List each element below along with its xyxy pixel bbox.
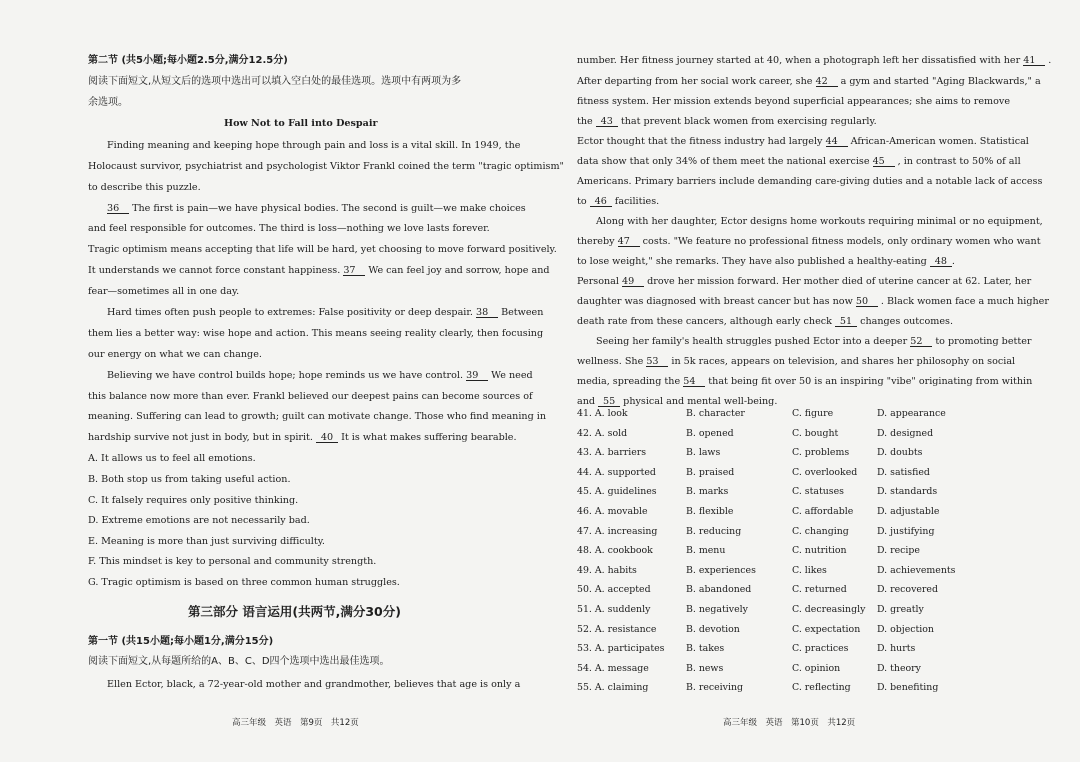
page-footer: 高三年级 英语 第9页 共12页: [232, 718, 359, 728]
question-number: 51.: [577, 604, 592, 615]
part3-title: 第三部分 语言运用(共两节,满分30分): [188, 604, 401, 619]
choice-option[interactable]: B. character: [686, 408, 745, 419]
choice-option[interactable]: C. figure: [792, 408, 834, 419]
paragraph-line: thereby 47 costs. "We feature no professional fitness models, only ordinary women who want: [577, 236, 1041, 247]
choice-option[interactable]: 51. A. suddenly: [577, 604, 651, 615]
blank-50[interactable]: 50: [856, 297, 878, 307]
choice-option[interactable]: B. marks: [686, 486, 729, 498]
paragraph-line: fitness system. Her mission extends beyond superficial appearances; she aims to remove: [577, 96, 1010, 107]
blank-53[interactable]: 53: [646, 357, 668, 367]
choice-option[interactable]: C. nutrition: [792, 545, 847, 557]
question-number: 44.: [577, 466, 592, 478]
choice-option[interactable]: 52. A. resistance: [577, 623, 657, 635]
paragraph-line: daughter was diagnosed with breast cancer but has now 50 . Black women face a much higher: [577, 296, 1049, 307]
choice-option[interactable]: 50. A. accepted: [577, 584, 651, 596]
paragraph-line: number. Her fitness journey started at 40, when a photograph left her dissatisfied with her 41 .: [577, 55, 1052, 66]
paragraph-line: Finding meaning and keeping hope through pain and loss is a vital skill. In 1949, the: [107, 140, 521, 151]
paragraph-line: After departing from her social work career, she 42 a gym and started "Aging Blackwards," a: [577, 76, 1041, 87]
section1-header: 第一节 (共15小题;每小题1分,满分15分): [88, 636, 274, 647]
paragraph-line: Americans. Primary barriers include demanding care-giving duties and a notable lack of access: [577, 176, 1043, 187]
page-footer: 高三年级 英语 第10页 共12页: [723, 718, 856, 728]
right-page: [540, 0, 1080, 762]
question-number: 52.: [577, 623, 592, 635]
choice-option[interactable]: C. opinion: [792, 662, 841, 674]
choice-option[interactable]: D. achievements: [877, 564, 956, 576]
blank-43[interactable]: 43: [596, 117, 618, 127]
choice-option[interactable]: D. objection: [877, 623, 934, 635]
choice-option[interactable]: 53. A. participates: [577, 643, 665, 655]
option-c: C. It falsely requires only positive thinking.: [88, 495, 299, 506]
choice-option[interactable]: D. recipe: [877, 545, 920, 557]
question-number: 41.: [577, 408, 592, 419]
section1-instruction: 阅读下面短文,从每题所给的A、B、C、D四个选项中选出最佳选项。: [88, 656, 390, 667]
cloze-start-line: Ellen Ector, black, a 72-year-old mother and grandmother, believes that age is only a: [107, 679, 521, 690]
blank-39[interactable]: 39: [466, 371, 488, 381]
paragraph-line: wellness. She 53 in 5k races, appears on television, and shares her philosophy on social: [577, 356, 1016, 367]
choice-option[interactable]: C. reflecting: [792, 682, 851, 694]
choice-option[interactable]: B. laws: [686, 447, 721, 459]
choice-option[interactable]: D. standards: [877, 486, 938, 498]
choice-option[interactable]: B. news: [686, 662, 724, 674]
paragraph-line: Personal 49 drove her mission forward. Her mother died of uterine cancer at 62. Later, her: [577, 276, 1032, 287]
question-number: 48.: [577, 545, 592, 557]
choice-option[interactable]: D. theory: [877, 662, 921, 674]
blank-36[interactable]: 36: [107, 204, 129, 214]
paragraph-line: fear—sometimes all in one day.: [88, 286, 240, 297]
paragraph-line: Holocaust survivor, psychiatrist and psychologist Viktor Frankl coined the term "tragic optimism": [88, 161, 564, 172]
blank-46[interactable]: 46: [590, 197, 612, 207]
blank-54[interactable]: 54: [683, 377, 705, 387]
choice-option[interactable]: D. benefiting: [877, 682, 939, 694]
paragraph-line: Believing we have control builds hope; hope reminds us we have control. 39 We need: [107, 370, 533, 381]
choice-option[interactable]: D. hurts: [877, 643, 916, 655]
choice-option[interactable]: C. overlooked: [792, 466, 858, 478]
section2-instruction-cont: 余选项。: [88, 97, 128, 108]
choice-option[interactable]: D. recovered: [877, 584, 938, 596]
choice-option[interactable]: 49. A. habits: [577, 564, 637, 576]
question-number: 46.: [577, 506, 592, 517]
choice-option[interactable]: D. doubts: [877, 447, 923, 459]
choice-option[interactable]: B. abandoned: [686, 584, 752, 596]
blank-51[interactable]: 51: [835, 317, 857, 327]
paragraph-line: hardship survive not just in body, but in spirit. 40 It is what makes suffering bearable.: [88, 432, 517, 443]
question-number: 47.: [577, 525, 592, 537]
choice-option[interactable]: C. changing: [792, 525, 849, 537]
choice-option[interactable]: B. experiences: [686, 564, 756, 576]
choice-option[interactable]: D. justifying: [877, 525, 935, 537]
choice-option[interactable]: D. appearance: [877, 408, 946, 419]
choice-option[interactable]: D. satisfied: [877, 466, 930, 478]
blank-42[interactable]: 42: [816, 77, 838, 87]
choice-option[interactable]: D. greatly: [877, 604, 924, 615]
paragraph-line: Ector thought that the fitness industry had largely 44 African-American women. Statistical: [577, 136, 1029, 147]
question-number: 43.: [577, 447, 592, 459]
blank-40[interactable]: 40: [316, 433, 338, 443]
choice-option[interactable]: B. menu: [686, 545, 726, 557]
paragraph-line: media, spreading the 54 that being fit over 50 is an inspiring "vibe" originating from within: [577, 376, 1033, 387]
choice-option[interactable]: B. praised: [686, 466, 735, 478]
choice-option[interactable]: C. bought: [792, 427, 839, 439]
question-number: 49.: [577, 564, 592, 576]
section2-instruction: 阅读下面短文,从短文后的选项中选出可以填入空白处的最佳选项。选项中有两项为多: [88, 76, 462, 87]
question-number: 42.: [577, 427, 592, 439]
choice-option[interactable]: B. negatively: [686, 604, 748, 615]
paragraph-line: to describe this puzzle.: [88, 182, 201, 193]
passage-title: How Not to Fall into Despair: [224, 118, 378, 129]
paragraph-line: and feel responsible for outcomes. The third is loss—nothing we love lasts forever.: [88, 223, 490, 234]
question-number: 50.: [577, 584, 592, 596]
blank-38[interactable]: 38: [476, 308, 498, 318]
choice-option[interactable]: 42. A. sold: [577, 427, 628, 439]
blank-49[interactable]: 49: [622, 277, 644, 287]
choice-option[interactable]: C. affordable: [792, 506, 854, 517]
paragraph-line: data show that only 34% of them meet the national exercise 45 , in contrast to 50% of all: [577, 156, 1021, 167]
blank-55[interactable]: 55: [598, 397, 620, 407]
choice-option[interactable]: 45. A. guidelines: [577, 486, 657, 498]
choice-option[interactable]: B. opened: [686, 427, 734, 439]
paragraph-line: and 55 physical and mental well-being.: [577, 396, 778, 407]
choice-option[interactable]: B. receiving: [686, 682, 744, 694]
option-f: F. This mindset is key to personal and community strength.: [88, 556, 377, 567]
paragraph-line: Seeing her family's health struggles pushed Ector into a deeper 52 to promoting better: [596, 336, 1032, 347]
question-number: 54.: [577, 662, 592, 674]
question-number: 55.: [577, 682, 592, 694]
choice-option[interactable]: C. expectation: [792, 623, 861, 635]
choice-option[interactable]: C. decreasingly: [792, 604, 866, 615]
choice-option[interactable]: B. devotion: [686, 623, 740, 635]
blank-45[interactable]: 45: [873, 157, 895, 167]
choice-option[interactable]: C. returned: [792, 584, 847, 596]
choice-option[interactable]: 46. A. movable: [577, 506, 648, 517]
question-number: 53.: [577, 643, 592, 655]
option-d: D. Extreme emotions are not necessarily bad.: [88, 515, 310, 526]
blank-41[interactable]: 41: [1023, 56, 1045, 66]
blank-48[interactable]: 48: [930, 257, 952, 267]
paragraph-line: to 46 facilities.: [577, 196, 660, 207]
choice-option[interactable]: 54. A. message: [577, 662, 649, 674]
choice-option[interactable]: C. problems: [792, 447, 850, 459]
paragraph-line: the 43 that prevent black women from exercising regularly.: [577, 116, 877, 127]
choice-option[interactable]: 44. A. supported: [577, 466, 656, 478]
paragraph-line: meaning. Suffering can lead to growth; guilt can motivate change. Those who find meaning in: [88, 411, 547, 422]
option-b: B. Both stop us from taking useful action.: [88, 474, 291, 485]
paragraph-line: Hard times often push people to extremes: False positivity or deep despair. 38 Between: [107, 307, 544, 318]
choice-option[interactable]: 55. A. claiming: [577, 682, 649, 694]
blank-37[interactable]: 37: [343, 266, 365, 276]
question-number: 45.: [577, 486, 592, 498]
choice-option[interactable]: 43. A. barriers: [577, 447, 647, 459]
choice-option[interactable]: 47. A. increasing: [577, 525, 658, 537]
choice-option[interactable]: C. statuses: [792, 486, 844, 498]
paragraph-line: our energy on what we can change.: [88, 349, 262, 360]
paragraph-line: Tragic optimism means accepting that life will be hard, yet choosing to move forward positively.: [88, 244, 557, 255]
paragraph-line: It understands we cannot force constant happiness. 37 We can feel joy and sorrow, hope and: [88, 265, 550, 276]
choice-option[interactable]: B. reducing: [686, 525, 742, 537]
choice-option[interactable]: C. practices: [792, 643, 849, 655]
choice-option[interactable]: B. flexible: [686, 506, 734, 517]
paragraph-line: death rate from these cancers, although early check 51 changes outcomes.: [577, 316, 954, 327]
choice-option[interactable]: 48. A. cookbook: [577, 545, 653, 557]
choice-option[interactable]: D. adjustable: [877, 506, 940, 517]
paragraph-line: to lose weight," she remarks. They have also published a healthy-eating 48 .: [577, 256, 955, 267]
section2-header: 第二节 (共5小题;每小题2.5分,满分12.5分): [88, 55, 288, 66]
paragraph-line: Along with her daughter, Ector designs home workouts requiring minimal or no equipment,: [596, 216, 1043, 227]
blank-52[interactable]: 52: [910, 337, 932, 347]
paragraph-line: 36 The first is pain—we have physical bodies. The second is guilt—we make choices: [107, 203, 526, 214]
choice-option[interactable]: B. takes: [686, 643, 725, 655]
option-a: A. It allows us to feel all emotions.: [88, 453, 256, 464]
paragraph-line: them lies a better way: wise hope and action. This means seeing reality clearly, then focusing: [88, 328, 544, 339]
blank-44[interactable]: 44: [826, 137, 848, 147]
choice-option[interactable]: D. designed: [877, 427, 934, 439]
choice-option[interactable]: 41. A. look: [577, 408, 628, 419]
choice-option[interactable]: C. likes: [792, 564, 827, 576]
option-e: E. Meaning is more than just surviving difficulty.: [88, 536, 325, 547]
paragraph-line: this balance now more than ever. Frankl believed our deepest pains can become sources of: [88, 391, 533, 402]
blank-47[interactable]: 47: [618, 237, 640, 247]
option-g: G. Tragic optimism is based on three common human struggles.: [88, 577, 400, 588]
